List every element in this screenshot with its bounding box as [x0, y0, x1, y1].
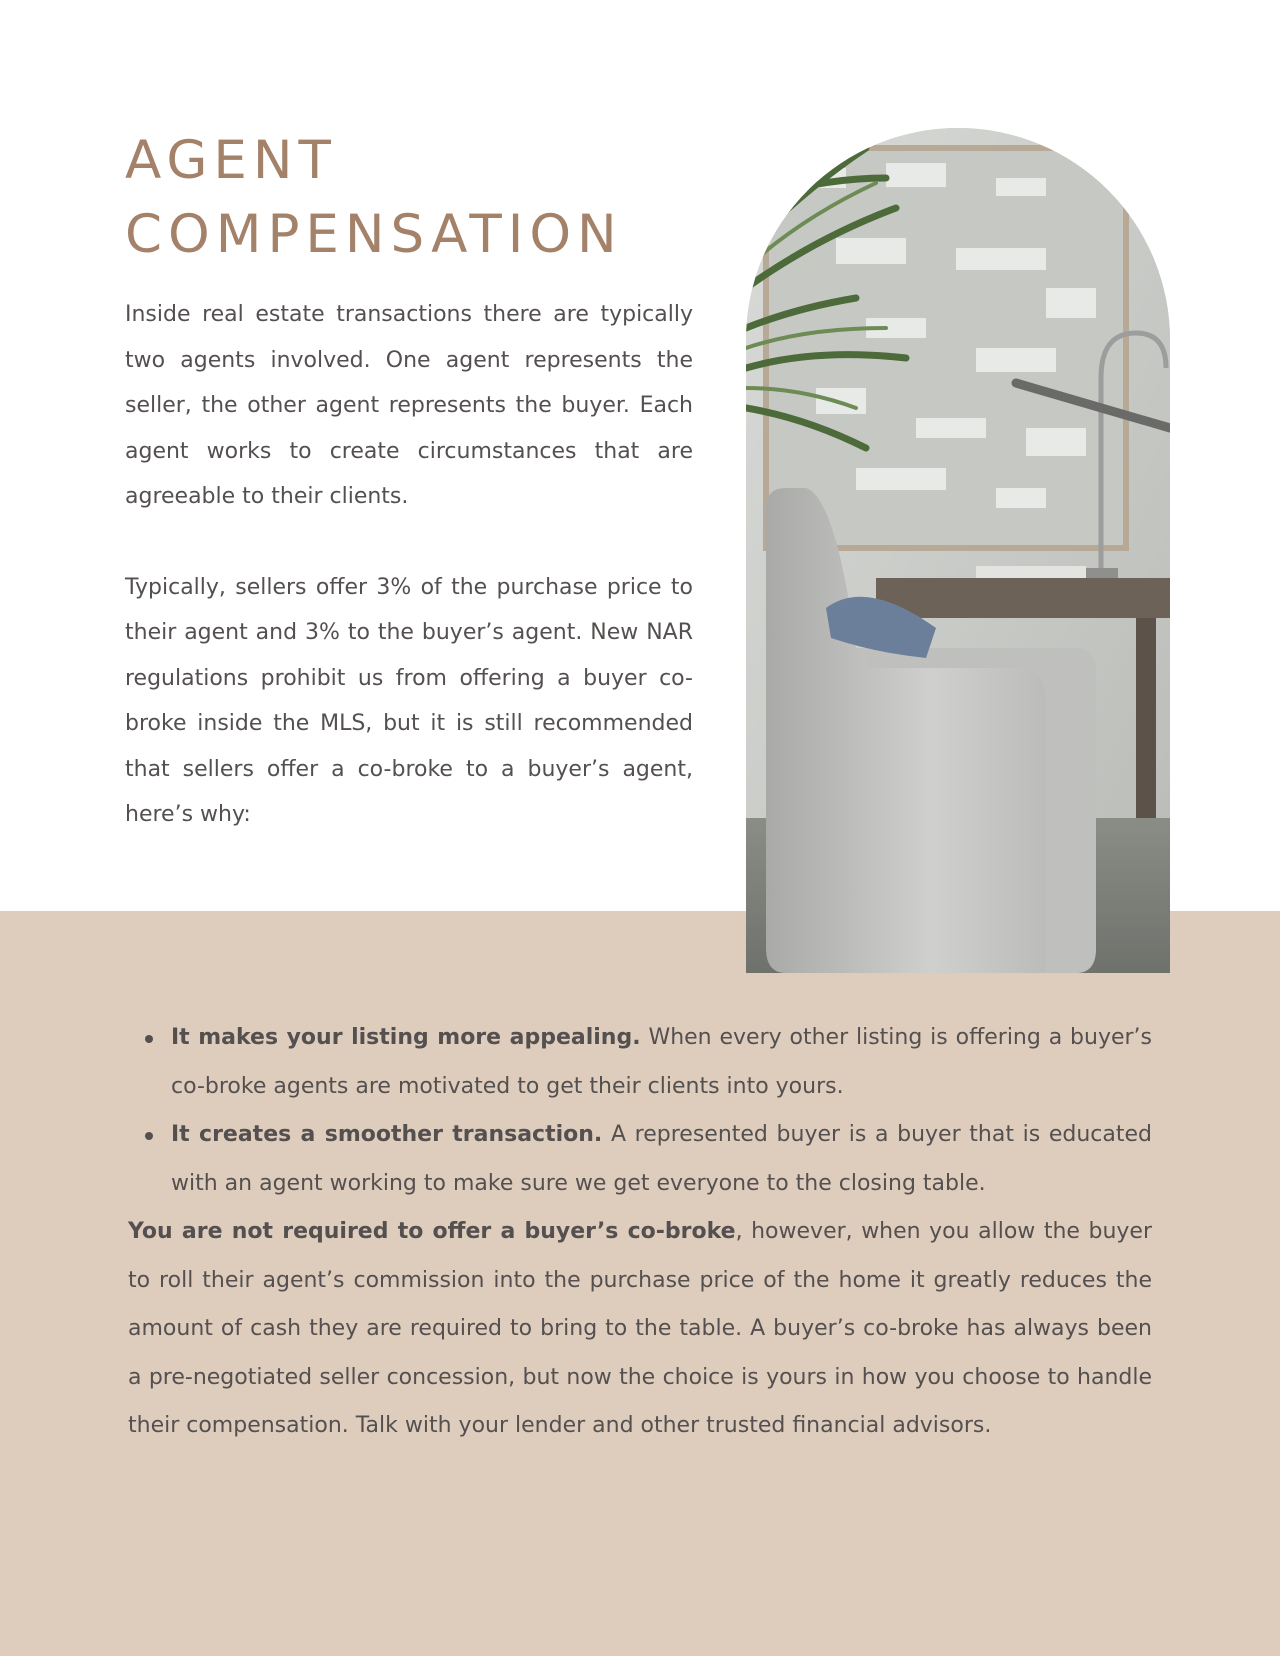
reason-item-2 [171, 1111, 1152, 1208]
reasons-list [128, 1014, 1152, 1208]
closing-bold-text: You are not required to offer a buyer’s co-broke [128, 1219, 736, 1244]
title-line-2: COMPENSATION [125, 204, 623, 265]
lower-content [128, 1014, 1152, 1451]
reason-1-heading: It makes your listing more appealing. [171, 1025, 641, 1050]
closing-text: , however, when you allow the buyer to roll their agent’s commission into the purchase price of the home it greatly reduces the amount of cash they are required to bring to the table. A buyer’s co-broke has always been a pre-negotiated seller concession, but now the choice is yours in how you choose to handle their compensation. Talk with your lender and other trusted financial advisors. [128, 1219, 1152, 1438]
reason-1-text: When every other listing is offering a buyer’s co-broke agents are motivated to get their clients into yours. [171, 1025, 1153, 1099]
reason-item-1 [171, 1014, 1152, 1111]
closing-paragraph [128, 1208, 1152, 1451]
intro-paragraph-2: Typically, sellers offer 3% of the purchase price to their agent and 3% to the buyer’s agent. New NAR regulations prohibit us from offering a buyer co-broke inside the MLS, but it is still recommended that sellers offer a co-broke to a buyer’s agent, here’s why: [125, 574, 693, 827]
reason-2-heading: It creates a smoother transaction. [171, 1122, 603, 1147]
reason-2-text: A represented buyer is a buyer that is educated with an agent working to make sure we get everyone to the closing table. [171, 1122, 1152, 1196]
interior-photo [746, 128, 1170, 973]
page-title [125, 124, 745, 272]
intro-text [125, 292, 693, 838]
intro-paragraph-1: Inside real estate transactions there are typically two agents involved. One agent represents the seller, the other agent represents the buyer. Each agent works to create circumstances that are agreeable to their clients. [125, 302, 693, 509]
title-line-1: AGENT [125, 130, 337, 191]
